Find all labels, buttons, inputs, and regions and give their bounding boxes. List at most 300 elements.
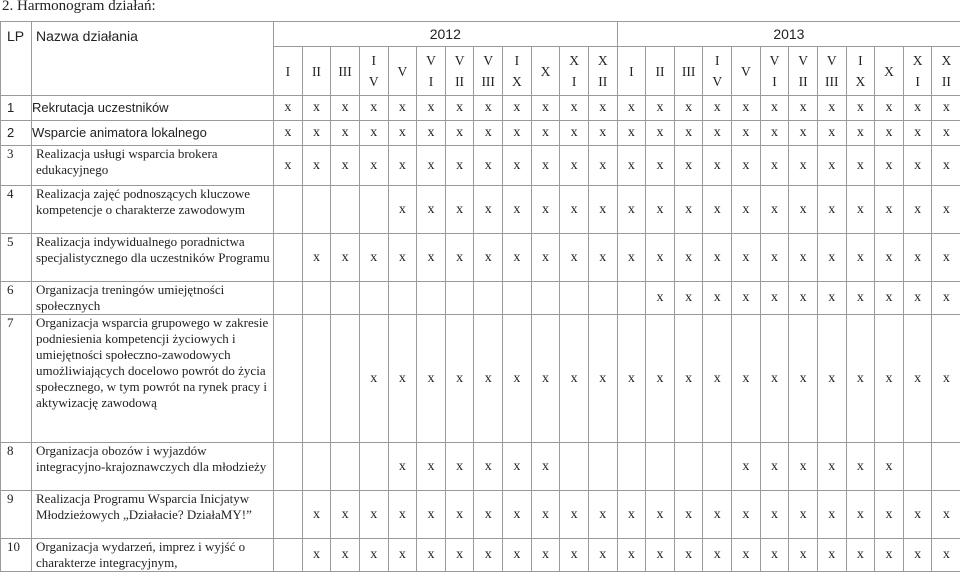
schedule-mark: x <box>685 249 693 265</box>
schedule-cell <box>932 234 960 282</box>
schedule-cell <box>588 282 617 315</box>
month-header <box>760 47 789 96</box>
month-label-line1: III <box>338 63 352 79</box>
schedule-mark: x <box>914 547 922 562</box>
schedule-cell <box>817 539 846 572</box>
schedule-cell <box>531 146 560 186</box>
schedule-cell <box>588 96 617 121</box>
schedule-cell <box>445 121 474 146</box>
schedule-mark: x <box>713 201 721 217</box>
schedule-cell <box>646 234 675 282</box>
schedule-mark: x <box>885 547 893 562</box>
schedule-cell <box>875 315 904 443</box>
activity-name <box>32 443 274 491</box>
schedule-cell <box>646 491 675 539</box>
schedule-mark: x <box>771 547 779 562</box>
schedule-cell <box>388 234 417 282</box>
month-label-line1: III <box>681 63 696 79</box>
schedule-mark: x <box>685 370 693 386</box>
schedule-mark: x <box>427 157 435 173</box>
column-header-name <box>32 22 274 96</box>
month-header <box>732 47 761 96</box>
schedule-cell <box>417 539 446 572</box>
schedule-cell <box>703 539 732 572</box>
month-label-line2: I <box>571 74 577 89</box>
schedule-cell <box>617 121 646 146</box>
schedule-cell <box>359 234 388 282</box>
schedule-mark: x <box>799 506 807 522</box>
schedule-mark: x <box>541 506 549 522</box>
schedule-cell <box>817 282 846 315</box>
schedule-cell <box>388 539 417 572</box>
schedule-cell <box>903 315 932 443</box>
table-row <box>1 491 960 539</box>
schedule-cell <box>503 539 532 572</box>
schedule-mark: x <box>656 506 664 522</box>
schedule-cell <box>789 282 818 315</box>
schedule-mark: x <box>541 201 549 217</box>
schedule-mark: x <box>799 100 807 115</box>
schedule-cell <box>646 315 675 443</box>
schedule-mark: x <box>828 157 836 173</box>
schedule-cell <box>445 443 474 491</box>
schedule-cell <box>588 186 617 234</box>
schedule-cell <box>760 315 789 443</box>
schedule-cell <box>646 282 675 315</box>
schedule-cell <box>417 282 446 315</box>
schedule-cell <box>503 146 532 186</box>
year-header <box>617 22 960 47</box>
schedule-mark: x <box>771 125 779 140</box>
schedule-mark: x <box>627 125 635 140</box>
schedule-mark: x <box>799 249 807 265</box>
schedule-mark: x <box>799 125 807 140</box>
schedule-mark: x <box>484 370 492 386</box>
schedule-mark: x <box>341 547 349 562</box>
schedule-cell <box>359 539 388 572</box>
schedule-mark: x <box>771 201 779 217</box>
schedule-mark: x <box>742 370 750 386</box>
schedule-cell <box>817 443 846 491</box>
schedule-mark: x <box>856 100 864 115</box>
schedule-cell <box>274 443 303 491</box>
schedule-cell <box>359 186 388 234</box>
schedule-mark: x <box>341 506 349 522</box>
schedule-cell <box>503 315 532 443</box>
schedule-cell <box>617 146 646 186</box>
schedule-cell <box>932 96 960 121</box>
year-label: 2012 <box>429 26 461 42</box>
schedule-mark: x <box>341 249 349 265</box>
schedule-cell <box>417 315 446 443</box>
schedule-cell <box>732 96 761 121</box>
schedule-cell <box>531 234 560 282</box>
schedule-cell <box>417 491 446 539</box>
schedule-mark: x <box>942 100 950 115</box>
activity-name-label: Organizacja wydarzeń, imprez i wyjść o charakterze integracyjnym, <box>36 539 246 570</box>
schedule-cell <box>674 282 703 315</box>
schedule-mark: x <box>685 547 693 562</box>
schedule-cell <box>789 315 818 443</box>
schedule-cell <box>588 539 617 572</box>
schedule-cell <box>875 491 904 539</box>
month-label-line1: II <box>655 63 665 79</box>
schedule-cell <box>875 234 904 282</box>
month-header <box>789 47 818 96</box>
schedule-mark: x <box>713 100 721 115</box>
schedule-mark: x <box>484 125 492 140</box>
row-number <box>1 234 32 282</box>
schedule-cell <box>903 146 932 186</box>
schedule-mark: x <box>570 506 578 522</box>
schedule-cell <box>789 234 818 282</box>
schedule-cell <box>846 146 875 186</box>
activity-name-label: Realizacja zajęć podnoszących kluczowe kompetencje o charakterze zawodowym <box>36 186 251 217</box>
month-label-line1: I <box>371 53 376 68</box>
table-row <box>1 282 960 315</box>
schedule-mark: x <box>799 157 807 173</box>
schedule-cell <box>846 443 875 491</box>
schedule-cell <box>617 96 646 121</box>
schedule-cell <box>617 282 646 315</box>
schedule-mark: x <box>742 100 750 115</box>
schedule-cell <box>531 491 560 539</box>
schedule-mark: x <box>885 370 893 386</box>
row-number-label: 10 <box>7 539 20 554</box>
month-label-line2: II <box>455 74 465 89</box>
schedule-cell <box>302 491 331 539</box>
schedule-mark: x <box>885 125 893 140</box>
schedule-cell <box>274 234 303 282</box>
schedule-cell <box>302 121 331 146</box>
schedule-mark: x <box>942 506 950 522</box>
schedule-mark: x <box>398 100 406 115</box>
schedule-mark: x <box>398 458 406 474</box>
schedule-cell <box>388 443 417 491</box>
month-label-line1: V <box>769 53 780 68</box>
schedule-cell <box>388 121 417 146</box>
schedule-mark: x <box>742 201 750 217</box>
schedule-cell <box>732 315 761 443</box>
schedule-mark: x <box>456 458 464 474</box>
schedule-mark: x <box>771 458 779 474</box>
month-header <box>560 47 589 96</box>
schedule-mark: x <box>370 125 378 140</box>
schedule-mark: x <box>885 249 893 265</box>
schedule-mark: x <box>885 201 893 217</box>
schedule-cell <box>331 234 360 282</box>
schedule-mark: x <box>656 370 664 386</box>
schedule-cell <box>331 539 360 572</box>
schedule-cell <box>732 443 761 491</box>
schedule-cell <box>560 491 589 539</box>
schedule-mark: x <box>427 547 435 562</box>
schedule-cell <box>302 315 331 443</box>
schedule-mark: x <box>914 157 922 173</box>
schedule-cell <box>932 186 960 234</box>
month-header <box>388 47 417 96</box>
schedule-cell <box>846 315 875 443</box>
schedule-mark: x <box>942 201 950 217</box>
schedule-cell <box>274 186 303 234</box>
schedule-mark: x <box>370 249 378 265</box>
schedule-cell <box>674 315 703 443</box>
schedule-mark: x <box>541 458 549 474</box>
schedule-cell <box>674 121 703 146</box>
schedule-mark: x <box>799 290 807 305</box>
schedule-mark: x <box>942 157 950 173</box>
schedule-cell <box>302 234 331 282</box>
schedule-mark: x <box>398 157 406 173</box>
schedule-mark: x <box>885 100 893 115</box>
month-label-line1: V <box>798 53 809 68</box>
schedule-mark: x <box>456 157 464 173</box>
activity-name <box>32 282 274 315</box>
schedule-mark: x <box>856 125 864 140</box>
schedule-cell <box>474 282 503 315</box>
schedule-cell <box>531 443 560 491</box>
schedule-cell <box>903 443 932 491</box>
schedule-cell <box>474 146 503 186</box>
table-row <box>1 121 960 146</box>
month-header <box>817 47 846 96</box>
schedule-cell <box>674 539 703 572</box>
schedule-cell <box>760 146 789 186</box>
schedule-mark: x <box>713 157 721 173</box>
schedule-mark: x <box>513 201 521 217</box>
schedule-cell <box>359 282 388 315</box>
schedule-cell <box>503 121 532 146</box>
schedule-cell <box>274 96 303 121</box>
schedule-mark: x <box>771 157 779 173</box>
schedule-mark: x <box>312 157 320 173</box>
schedule-cell <box>932 491 960 539</box>
schedule-mark: x <box>312 125 320 140</box>
schedule-mark: x <box>771 100 779 115</box>
schedule-cell <box>903 491 932 539</box>
schedule-cell <box>588 443 617 491</box>
schedule-cell <box>359 96 388 121</box>
schedule-mark: x <box>856 201 864 217</box>
schedule-cell <box>531 282 560 315</box>
schedule-mark: x <box>627 249 635 265</box>
schedule-mark: x <box>685 125 693 140</box>
schedule-cell <box>388 491 417 539</box>
schedule-mark: x <box>856 370 864 386</box>
schedule-mark: x <box>513 506 521 522</box>
month-header <box>359 47 388 96</box>
schedule-cell <box>503 96 532 121</box>
schedule-mark: x <box>541 157 549 173</box>
schedule-cell <box>503 234 532 282</box>
schedule-mark: x <box>312 249 320 265</box>
schedule-cell <box>703 491 732 539</box>
schedule-mark: x <box>828 249 836 265</box>
schedule-mark: x <box>885 458 893 474</box>
month-label-line1: X <box>941 53 952 68</box>
schedule-mark: x <box>484 157 492 173</box>
schedule-cell <box>846 234 875 282</box>
schedule-mark: x <box>541 547 549 562</box>
schedule-mark: x <box>599 157 607 173</box>
schedule-cell <box>617 186 646 234</box>
schedule-cell <box>875 146 904 186</box>
schedule-mark: x <box>627 201 635 217</box>
schedule-mark: x <box>627 100 635 115</box>
schedule-cell <box>846 539 875 572</box>
month-header <box>617 47 646 96</box>
row-number-label: 6 <box>7 282 14 297</box>
month-header <box>474 47 503 96</box>
schedule-mark: x <box>484 201 492 217</box>
schedule-cell <box>560 121 589 146</box>
schedule-cell <box>474 186 503 234</box>
schedule-cell <box>789 96 818 121</box>
schedule-cell <box>646 146 675 186</box>
schedule-mark: x <box>713 370 721 386</box>
schedule-cell <box>932 315 960 443</box>
schedule-cell <box>417 121 446 146</box>
schedule-cell <box>474 234 503 282</box>
month-header <box>302 47 331 96</box>
schedule-mark: x <box>713 125 721 140</box>
schedule-mark: x <box>656 125 664 140</box>
schedule-mark: x <box>828 201 836 217</box>
schedule-cell <box>302 96 331 121</box>
schedule-mark: x <box>942 249 950 265</box>
schedule-cell <box>703 186 732 234</box>
row-number <box>1 443 32 491</box>
schedule-cell <box>732 121 761 146</box>
schedule-cell <box>560 282 589 315</box>
schedule-mark: x <box>513 370 521 386</box>
schedule-mark: x <box>914 249 922 265</box>
schedule-mark: x <box>799 201 807 217</box>
schedule-cell <box>674 443 703 491</box>
schedule-mark: x <box>513 458 521 474</box>
schedule-cell <box>445 282 474 315</box>
schedule-mark: x <box>742 125 750 140</box>
schedule-mark: x <box>398 125 406 140</box>
schedule-cell <box>359 121 388 146</box>
schedule-mark: x <box>713 506 721 522</box>
schedule-cell <box>445 186 474 234</box>
schedule-mark: x <box>456 125 464 140</box>
activity-name-label: Rekrutacja uczestników <box>32 100 169 115</box>
schedule-mark: x <box>713 290 721 305</box>
schedule-cell <box>617 315 646 443</box>
schedule-cell <box>274 315 303 443</box>
schedule-cell <box>560 186 589 234</box>
schedule-mark: x <box>771 506 779 522</box>
schedule-mark: x <box>942 125 950 140</box>
column-header-name-label: Nazwa działania <box>36 28 138 44</box>
schedule-cell <box>674 146 703 186</box>
schedule-mark: x <box>828 506 836 522</box>
schedule-cell <box>732 282 761 315</box>
schedule-mark: x <box>570 370 578 386</box>
month-label-line1: I <box>715 53 720 68</box>
schedule-mark: x <box>484 100 492 115</box>
schedule-mark: x <box>341 125 349 140</box>
schedule-mark: x <box>427 125 435 140</box>
schedule-cell <box>817 315 846 443</box>
schedule-cell <box>646 539 675 572</box>
month-header <box>674 47 703 96</box>
month-label-line1: X <box>597 53 608 68</box>
schedule-mark: x <box>541 100 549 115</box>
month-label-line2: II <box>598 74 608 89</box>
schedule-mark: x <box>370 547 378 562</box>
schedule-cell <box>846 282 875 315</box>
month-header <box>274 47 303 96</box>
schedule-mark: x <box>599 547 607 562</box>
table-row <box>1 96 960 121</box>
schedule-mark: x <box>742 290 750 305</box>
schedule-mark: x <box>284 100 292 115</box>
schedule-mark: x <box>570 201 578 217</box>
month-header <box>875 47 904 96</box>
schedule-mark: x <box>541 249 549 265</box>
schedule-mark: x <box>713 249 721 265</box>
schedule-cell <box>445 539 474 572</box>
activity-name-label: Organizacja treningów umiejętności społecznych <box>36 282 225 313</box>
schedule-mark: x <box>398 547 406 562</box>
schedule-cell <box>531 96 560 121</box>
month-header <box>903 47 932 96</box>
schedule-mark: x <box>914 100 922 115</box>
schedule-cell <box>817 491 846 539</box>
schedule-cell <box>646 186 675 234</box>
table-row <box>1 443 960 491</box>
schedule-mark: x <box>398 249 406 265</box>
schedule-cell <box>474 443 503 491</box>
schedule-mark: x <box>398 370 406 386</box>
schedule-cell <box>617 539 646 572</box>
schedule-mark: x <box>856 157 864 173</box>
schedule-mark: x <box>398 506 406 522</box>
month-header <box>531 47 560 96</box>
schedule-mark: x <box>599 125 607 140</box>
row-number <box>1 491 32 539</box>
schedule-cell <box>417 186 446 234</box>
month-label-line2: II <box>941 74 951 89</box>
schedule-cell <box>760 186 789 234</box>
month-label-line1: X <box>540 63 551 79</box>
schedule-mark: x <box>656 201 664 217</box>
month-label-line2: I <box>428 74 434 89</box>
schedule-mark: x <box>570 249 578 265</box>
schedule-mark: x <box>742 506 750 522</box>
row-number <box>1 186 32 234</box>
schedule-mark: x <box>456 547 464 562</box>
schedule-mark: x <box>570 125 578 140</box>
schedule-cell <box>503 491 532 539</box>
schedule-cell <box>789 443 818 491</box>
schedule-cell <box>760 491 789 539</box>
schedule-cell <box>445 146 474 186</box>
year-label: 2013 <box>773 26 805 42</box>
schedule-cell <box>331 121 360 146</box>
row-number-label: 8 <box>7 443 14 458</box>
row-number <box>1 96 32 121</box>
month-header <box>646 47 675 96</box>
schedule-cell <box>617 491 646 539</box>
schedule-mark: x <box>885 290 893 305</box>
schedule-cell <box>531 315 560 443</box>
schedule-mark: x <box>427 458 435 474</box>
schedule-cell <box>817 234 846 282</box>
